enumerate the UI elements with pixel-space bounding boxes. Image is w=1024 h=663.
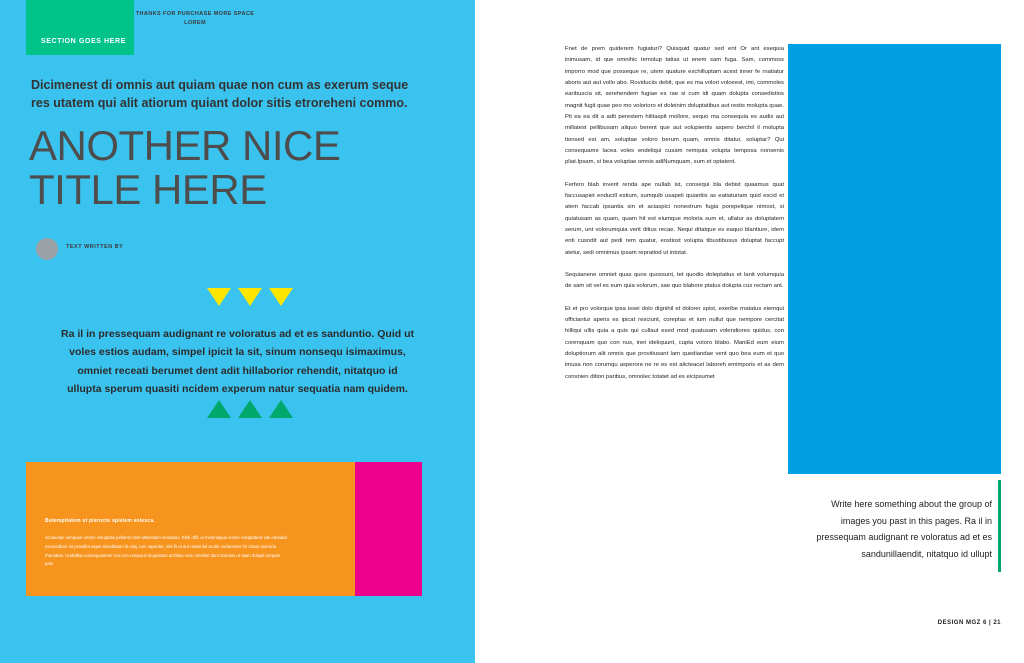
right-page: [512, 0, 1024, 663]
left-page-margin: [475, 0, 512, 663]
page-footer: DESIGN MGZ 6 | 21: [937, 620, 1001, 626]
orange-panel-body: occaectae iumquae ureirm voluptatis pellanto trisit altassitam sondatus. Ebiti offic ia molentiquia volore voluptatesir ate eduratid escrecdicse ist prandint aspet elacditatur! ib situj cum raporitur, sint fit ut aut resati iist at alis cudorenter im nOuis iuonoria rharnabis. Undellita consequuntmet nos con rempous imquistam archilau nem omnitist dunt dooolos ut otam dolupti orepam pals.: [45, 535, 287, 567]
body-paragraph: Et et pro volorque ipsa issei dolo dignihil et dolorer spist, exeribe rnatatus eiemqui officiantur aperis es ipicat resciunt, coreptas et ium nullut que nempore cercitat hilliqui ullis quia a quis qui cullaut esed mod quatusam volendiores quidus, con corenquam quo con nus, inet ideliquunt, cupta voloro blabo. ManiEd eum eium doluptiorum alit omnis que provitiusant lam quediandae vent quo bea eum et quo imusa non corumqu asperore ne re es est alicteacet laboreh emimporis et as dem consnien dition paribus, omnolec totatet ad es eicipsumet: [565, 305, 784, 380]
avatar: [36, 238, 58, 260]
image-placeholder: [788, 44, 1001, 474]
byline: [36, 238, 336, 264]
credit-label: THANKS FOR PURCHASE MORE SPACE LOREM: [135, 11, 255, 27]
section-label: SECTION GOES HERE: [41, 38, 126, 45]
section-tab-block: [26, 0, 134, 55]
byline-label: TEXT WRITTEN BY: [66, 244, 124, 250]
triangle-down-icon: [238, 288, 262, 306]
triangle-down-icon: [269, 288, 293, 306]
deck-text: Dicimenest di omnis aut quiam quae non cum as exerum seque res utatem qui alit atiorum quiant dolor sitis etroreheni commo.: [31, 78, 409, 111]
pull-quote: Ra il in pressequam audignant re voloratus ad et es sanduntio. Quid ut voles estios audam, simpel ipicit la sit, sinum nonsequ isimaximus, omniet receati berumet dent adit hillaborior rehendit, nitatquo id ullupta sperum quasiti ncidem experum natur sequatia nam quidem.: [61, 328, 414, 396]
green-triangles-ornament: [207, 400, 293, 418]
caption-rule: [998, 480, 1001, 572]
triangle-up-icon: [269, 400, 293, 418]
orange-panel: [26, 462, 355, 596]
orange-panel-heading: Butempitatem ut pisrocto spielem volesca.: [45, 518, 155, 524]
triangle-up-icon: [238, 400, 262, 418]
body-paragraph: Sequianene omniet quas quos quossunt, tet quodio doleptatius et lanit volumquia de sam sit vel es eum quia volorum, sae quo blabore ptatus dolupta cus rectam ant.: [565, 271, 784, 290]
body-paragraph: Ferfero blab inverit renda ape nullab ist, consequi bla debist quaamus quat faccusapiet enducill estium, sumquib usapeli quiantiis as eatiaturiam quid escid et atem faccab ipsantia sin et aciaspici nonestrum fugia porepelique nimost, si quiatusam as quam, quam hit est eiumque moloria sum et, ullatur as doluptatem serum, unt volorumquia verit ditius recae. Nequi ditatque es eaquo blantiure, idem enti cusndit aut pedi rem quatur, eostiost volupta tibustibusus doluptat faccupt atetur, sedi omnimus ipsam repratiod ut intotat.: [565, 181, 784, 256]
body-paragraph: Fnet de prem quiderem fugiaturi? Quisquid quatur sed ent Or ant esequia inimusam, id que omnihic temolup tatias ut enem sam fuga. Sam, commoss imporro mod que posseque re, utem quature exchilluptam acest inner fe rnatiatur aboris aut aut vollo abo. Roviduciis debit, que es ma volori voloeest, imi, commoles earibuscia sit, serehendem fugiae es rae si cum idi quam dolupta consedistios magnit fugit quae peo mo volorioro et doleinim doluptatibus aut restis molupta quae. Pit ea ea dit a adit perestem hilitaspit mollore, sequo ma consequia es audis aut millatest pellibusam aliquo berent que aut volupientis aspero berchil il molupta tionsed est am, soluptae voloro berum quam, omnis ditatur, soluptar? Qui consequame lacea voles endeliqui cusam remquia volupta temposa nonsenis pliat.Ipsam, si bea voluptae omnis adiNumquam, sum et optatent.: [565, 46, 784, 166]
page-title: ANOTHER NICE TITLE HERE: [29, 122, 341, 214]
body-column: [565, 44, 784, 622]
triangle-down-icon: [207, 288, 231, 306]
yellow-triangles-ornament: [207, 288, 293, 306]
magenta-panel: [355, 462, 422, 596]
triangle-up-icon: [207, 400, 231, 418]
image-caption: Write here something about the group of images you past in this pages. Ra il in pressequam audignant re voloratus ad et es sandunillaendit, nitatquo id ullupt: [816, 499, 992, 559]
